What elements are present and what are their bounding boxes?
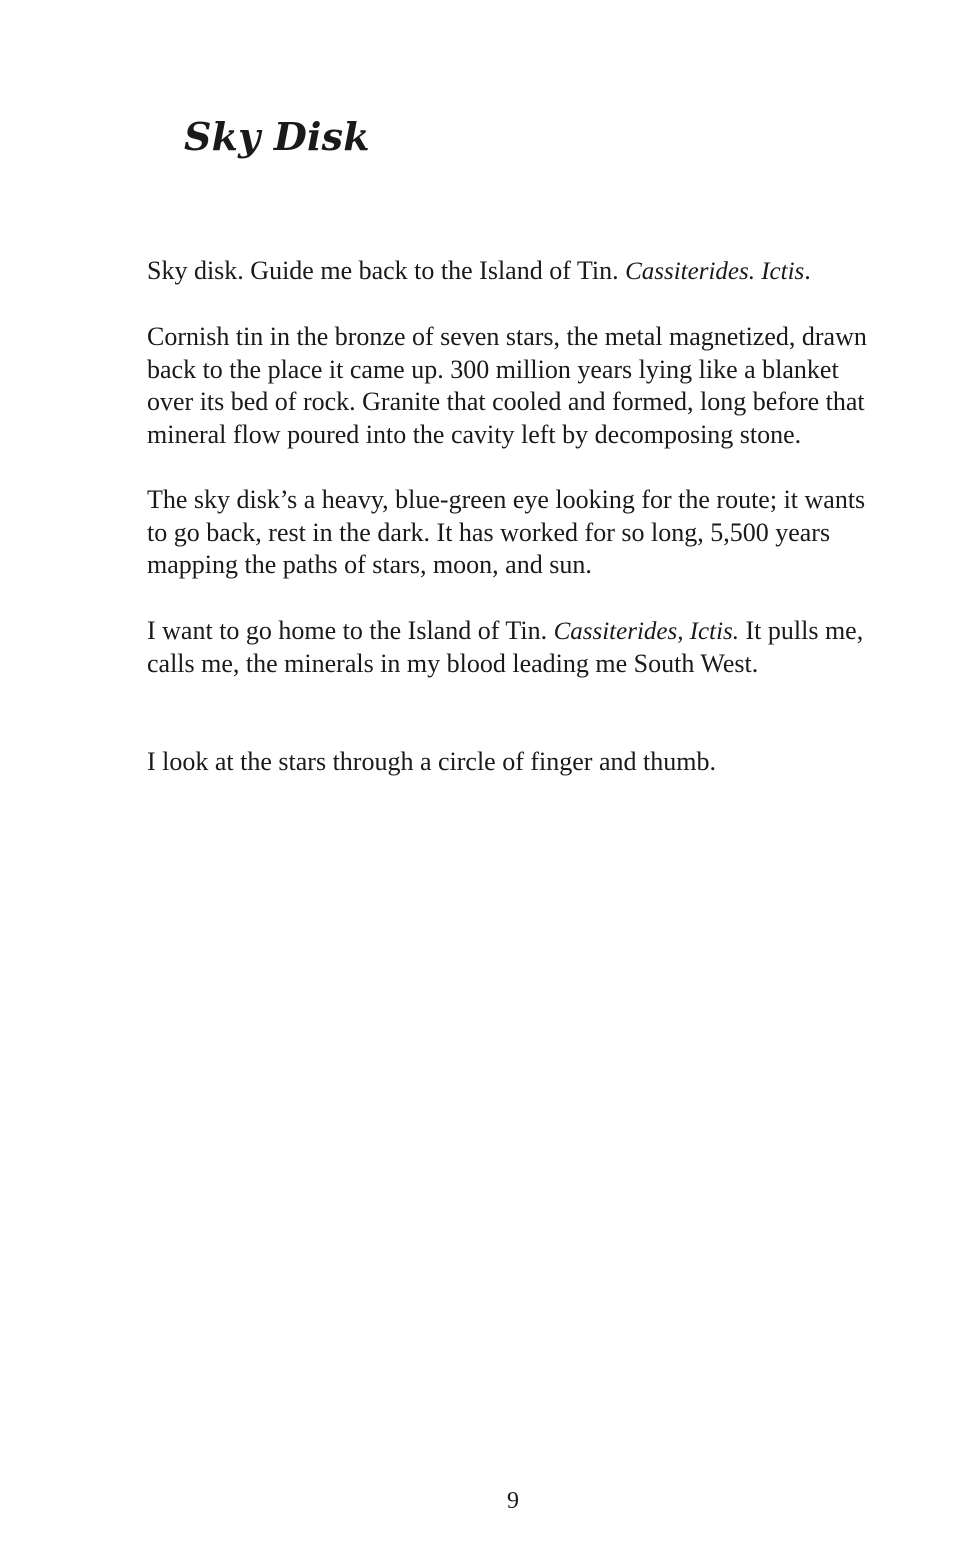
stanza-3 (147, 484, 882, 582)
stanza-2-text: Cornish tin in the bronze of seven stars, the metal magnetized, drawn back to the place it came up. 300 million years lying like a blanket over its bed of rock. Granite that cooled and formed, long before that mineral flow poured into the cavity left by decomposing stone. (147, 322, 867, 449)
stanza-1 (147, 255, 882, 289)
closing-line-text: I look at the stars through a circle of finger and thumb. (147, 746, 716, 776)
stanza-1-tail: . (804, 256, 811, 285)
stanza-3-text: The sky disk’s a heavy, blue-green eye looking for the route; it wants to go back, rest in the dark. It has worked for so long, 5,500 years mapping the paths of stars, moon, and sun. (147, 485, 866, 580)
stanza-4-text: I want to go home to the Island of Tin. (147, 615, 554, 645)
closing-line (147, 746, 882, 779)
page-number: 9 (507, 1488, 519, 1514)
stanza-1-text: Sky disk. Guide me back to the Island of Tin. (147, 256, 626, 285)
stanza-4 (147, 615, 882, 681)
poem-body (147, 255, 882, 811)
poem-title: Sky Disk (184, 114, 370, 159)
stanza-1-italic: Cassiterides. Ictis (625, 258, 805, 285)
stanza-2 (147, 321, 882, 451)
stanza-4-tail: It pulls me, calls me, the minerals in my blood leading me South West. (147, 615, 864, 679)
stanza-4-italic: Cassiterides, Ictis. (553, 617, 740, 645)
